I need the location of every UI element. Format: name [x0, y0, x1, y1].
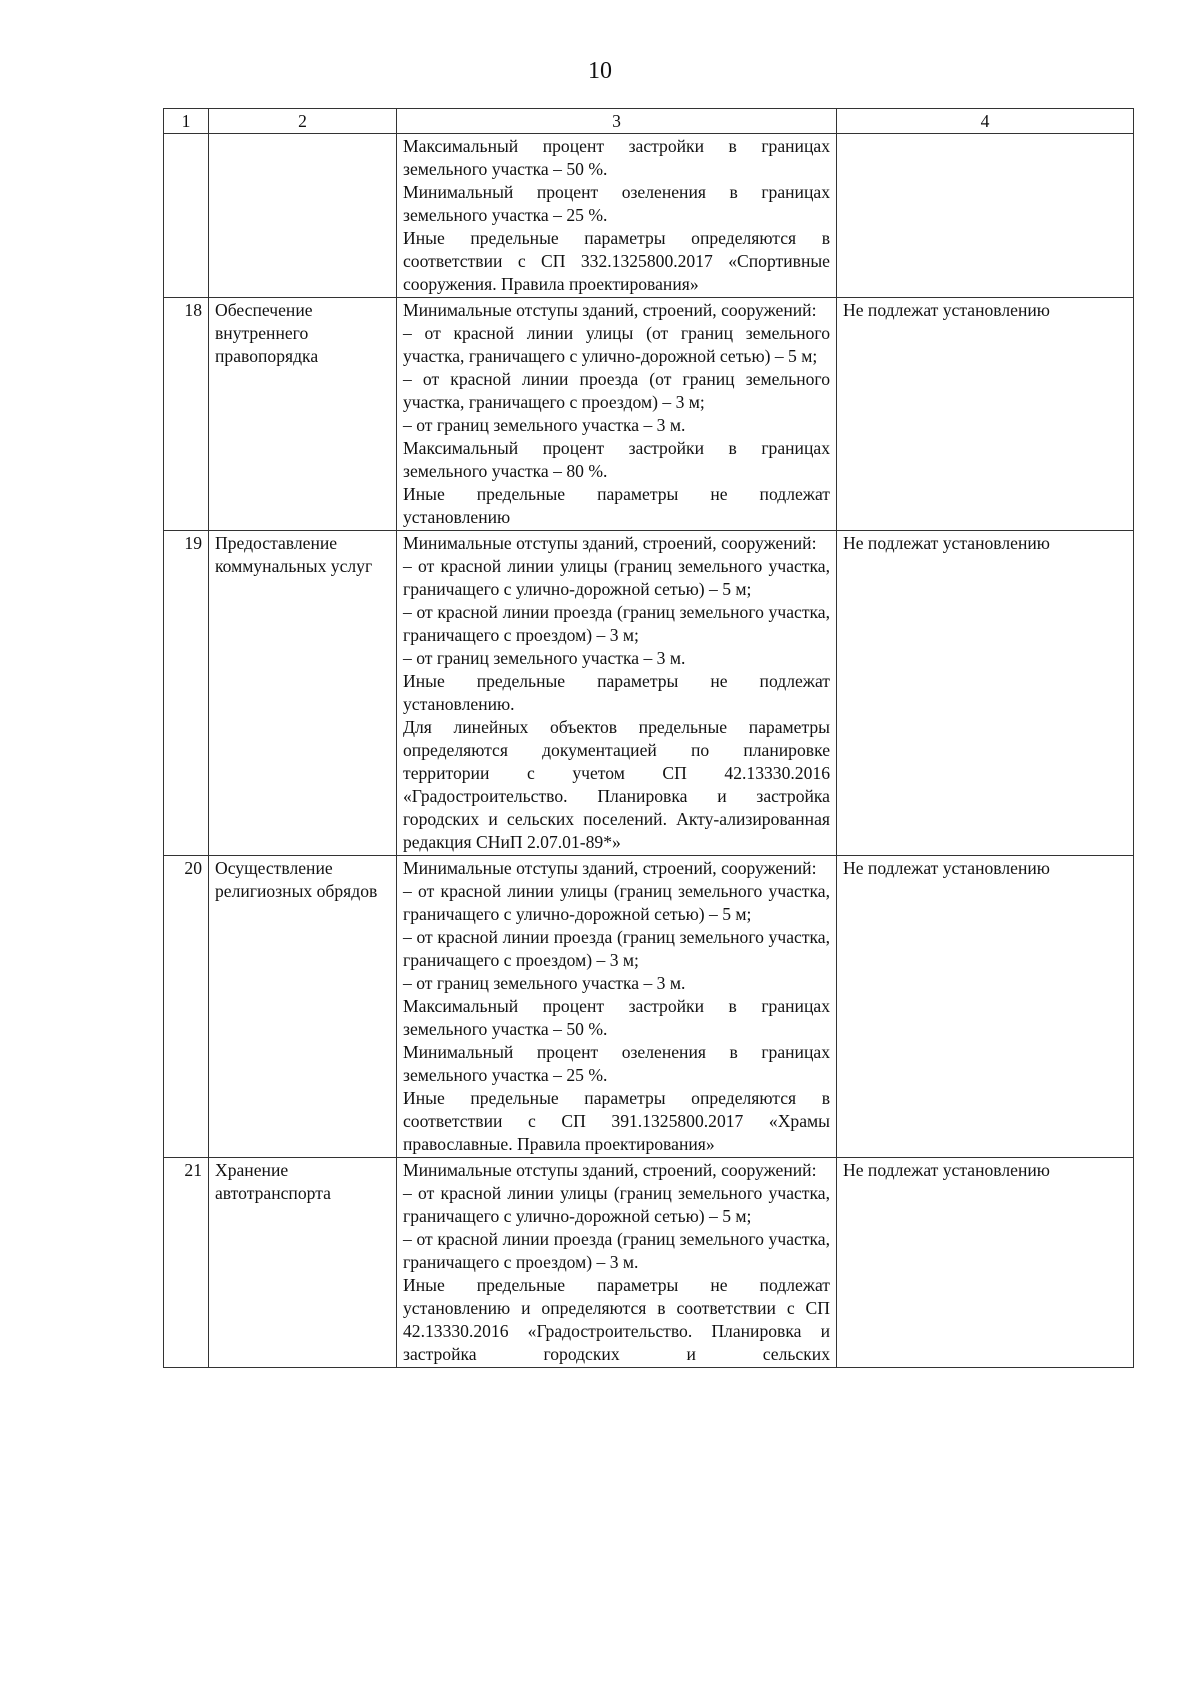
regulations-table [163, 108, 1134, 1368]
use-name: Хранение автотранспорта [209, 1158, 397, 1368]
parameter-line: Минимальный процент озеленения в границах земельного участка – 25 %. [403, 1042, 830, 1085]
parameter-line: Иные предельные параметры определяются в соответствии с СП 332.1325800.2017 «Спортивные сооружения. Правила проектирования» [403, 228, 830, 294]
row-number: 21 [164, 1158, 209, 1368]
parameter-line: – от границ земельного участка – 3 м. [403, 973, 686, 993]
note-cell [837, 134, 1134, 298]
row-number: 20 [164, 856, 209, 1158]
page-number: 10 [588, 58, 612, 84]
parameter-line: Максимальный процент застройки в границах земельного участка – 50 %. [403, 996, 830, 1039]
parameter-line: – от красной линии проезда (от границ земельного участка, граничащего с проездом) – 3 м; [403, 369, 830, 412]
parameter-line: Минимальный процент озеленения в границах земельного участка – 25 %. [403, 182, 830, 225]
header-cell: 1 [164, 109, 209, 134]
table-row [164, 856, 1134, 1158]
note-cell: Не подлежат установлению [837, 856, 1134, 1158]
use-name: Обеспечение внутреннего правопорядка [209, 298, 397, 531]
table-row [164, 134, 1134, 298]
parameter-line: Максимальный процент застройки в границах земельного участка – 80 %. [403, 438, 830, 481]
parameters-cell [397, 856, 837, 1158]
parameter-line: Иные предельные параметры не подлежат установлению. [403, 671, 830, 714]
table-header-row [164, 109, 1134, 134]
parameter-line: Минимальные отступы зданий, строений, сооружений: [403, 858, 817, 878]
use-name: Осуществление религиозных обрядов [209, 856, 397, 1158]
parameter-line: Для линейных объектов предельные параметры определяются документацией по планировке территории с учетом СП 42.13330.2016 «Градостроительство. Планировка и застройка городских и сельских поселений. Акту-ализированная редакция СНиП 2.07.01-89*» [403, 717, 830, 852]
parameter-line: – от красной линии проезда (границ земельного участка, граничащего с проездом) – 3 м. [403, 1229, 830, 1272]
parameter-line: Минимальные отступы зданий, строений, сооружений: [403, 533, 817, 553]
parameter-line: – от границ земельного участка – 3 м. [403, 648, 686, 668]
parameters-cell [397, 134, 837, 298]
parameter-line: Иные предельные параметры не подлежат установлению и определяются в соответствии с СП 42.13330.2016 «Градостроительство. Планировка и застройка городских и сельских [403, 1275, 830, 1364]
use-name: Предоставление коммунальных услуг [209, 531, 397, 856]
header-cell: 2 [209, 109, 397, 134]
header-cell: 3 [397, 109, 837, 134]
row-number [164, 134, 209, 298]
parameters-cell [397, 298, 837, 531]
note-cell: Не подлежат установлению [837, 1158, 1134, 1368]
row-number: 18 [164, 298, 209, 531]
parameters-cell [397, 1158, 837, 1368]
parameter-line: – от красной линии улицы (границ земельного участка, граничащего с улично-дорожной сетью) – 5 м; [403, 881, 830, 924]
parameter-line: – от красной линии проезда (границ земельного участка, граничащего с проездом) – 3 м; [403, 927, 830, 970]
parameter-line: – от красной линии улицы (границ земельного участка, граничащего с улично-дорожной сетью) – 5 м; [403, 556, 830, 599]
parameter-line: – от границ земельного участка – 3 м. [403, 415, 686, 435]
parameters-cell [397, 531, 837, 856]
parameter-line: Иные предельные параметры не подлежат установлению [403, 484, 830, 527]
use-name [209, 134, 397, 298]
table-row [164, 1158, 1134, 1368]
note-cell: Не подлежат установлению [837, 298, 1134, 531]
parameter-line: Минимальные отступы зданий, строений, сооружений: [403, 300, 817, 320]
parameter-line: Максимальный процент застройки в границах земельного участка – 50 %. [403, 136, 830, 179]
parameter-line: – от красной линии проезда (границ земельного участка, граничащего с проездом) – 3 м; [403, 602, 830, 645]
parameter-line: Минимальные отступы зданий, строений, сооружений: [403, 1160, 817, 1180]
parameter-line: – от красной линии улицы (границ земельного участка, граничащего с улично-дорожной сетью) – 5 м; [403, 1183, 830, 1226]
header-cell: 4 [837, 109, 1134, 134]
table-row [164, 298, 1134, 531]
note-cell: Не подлежат установлению [837, 531, 1134, 856]
parameter-line: Иные предельные параметры определяются в соответствии с СП 391.1325800.2017 «Храмы православные. Правила проектирования» [403, 1088, 830, 1154]
parameter-line: – от красной линии улицы (от границ земельного участка, граничащего с улично-дорожной сетью) – 5 м; [403, 323, 830, 366]
table-row [164, 531, 1134, 856]
row-number: 19 [164, 531, 209, 856]
